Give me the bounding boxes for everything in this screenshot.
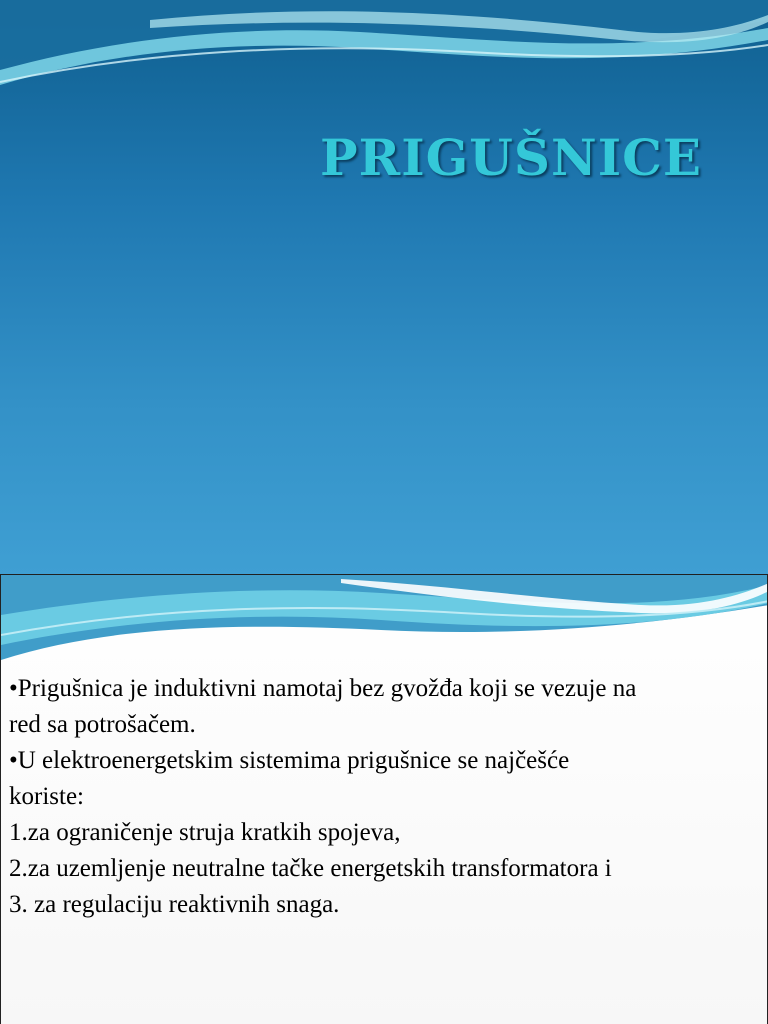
body-line: •Prigušnica je induktivni namotaj bez gvožđa koji se vezuje na (9, 675, 637, 702)
slide-title: PRIGUŠNICE (320, 128, 702, 187)
body-line: 1.za ograničenje struja kratkih spojeva, (9, 819, 401, 846)
body-wave-decoration (1, 575, 768, 665)
body-line: 3. za regulaciju reaktivnih snaga. (9, 891, 340, 918)
header-wave-decoration (0, 0, 768, 95)
body-line: koriste: (9, 783, 84, 810)
body-line: red sa potrošačem. (9, 711, 196, 738)
body-line: •U elektroenergetskim sistemima prigušnice se najčešće (9, 747, 570, 774)
content-slide (0, 575, 768, 1024)
body-line: 2.za uzemljenje neutralne tačke energetskih transformatora i (9, 855, 612, 882)
slide-body-text (9, 671, 761, 923)
